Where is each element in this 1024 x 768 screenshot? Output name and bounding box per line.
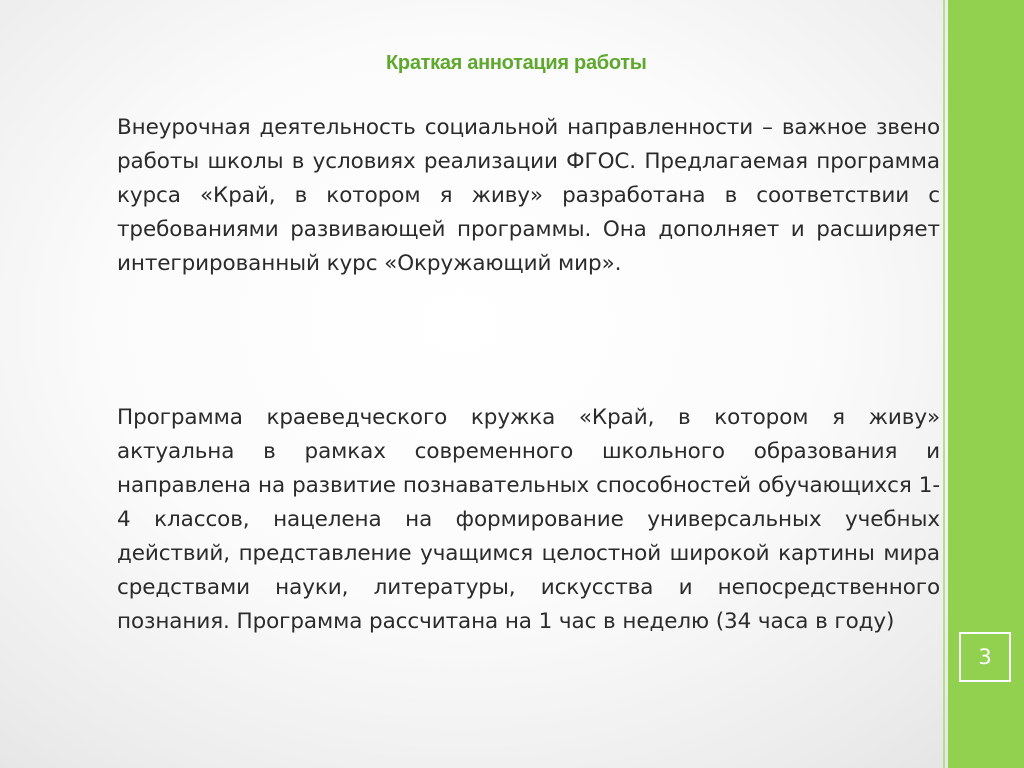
accent-divider-line [943, 0, 945, 768]
annotation-paragraph-1: Внеурочная деятельность социальной направленности – важное звено работы школы в условиях реализации ФГОС. Предлагаемая программа курса «Край, в котором я живу» разработана в соответствии с требованиями развивающей программы. Она дополняет и расширяет интегрированный курс «Окружающий мир». [117, 115, 940, 276]
annotation-paragraph-2: Программа краеведческого кружка «Край, в котором я живу» актуальна в рамках современного школьного образования и направлена на развитие познавательных способностей обучающихся 1-4 классов, нацелена на формирование универсальных учебных действий, представление учащимся целостной широкой картины мира средствами науки, литературы, искусства и непосредственного познания. Программа рассчитана на 1 час в неделю (34 часа в году) [117, 405, 940, 634]
page-number-badge [959, 632, 1011, 682]
slide-title: Краткая аннотация работы [386, 52, 647, 74]
page-number: 3 [978, 645, 992, 669]
